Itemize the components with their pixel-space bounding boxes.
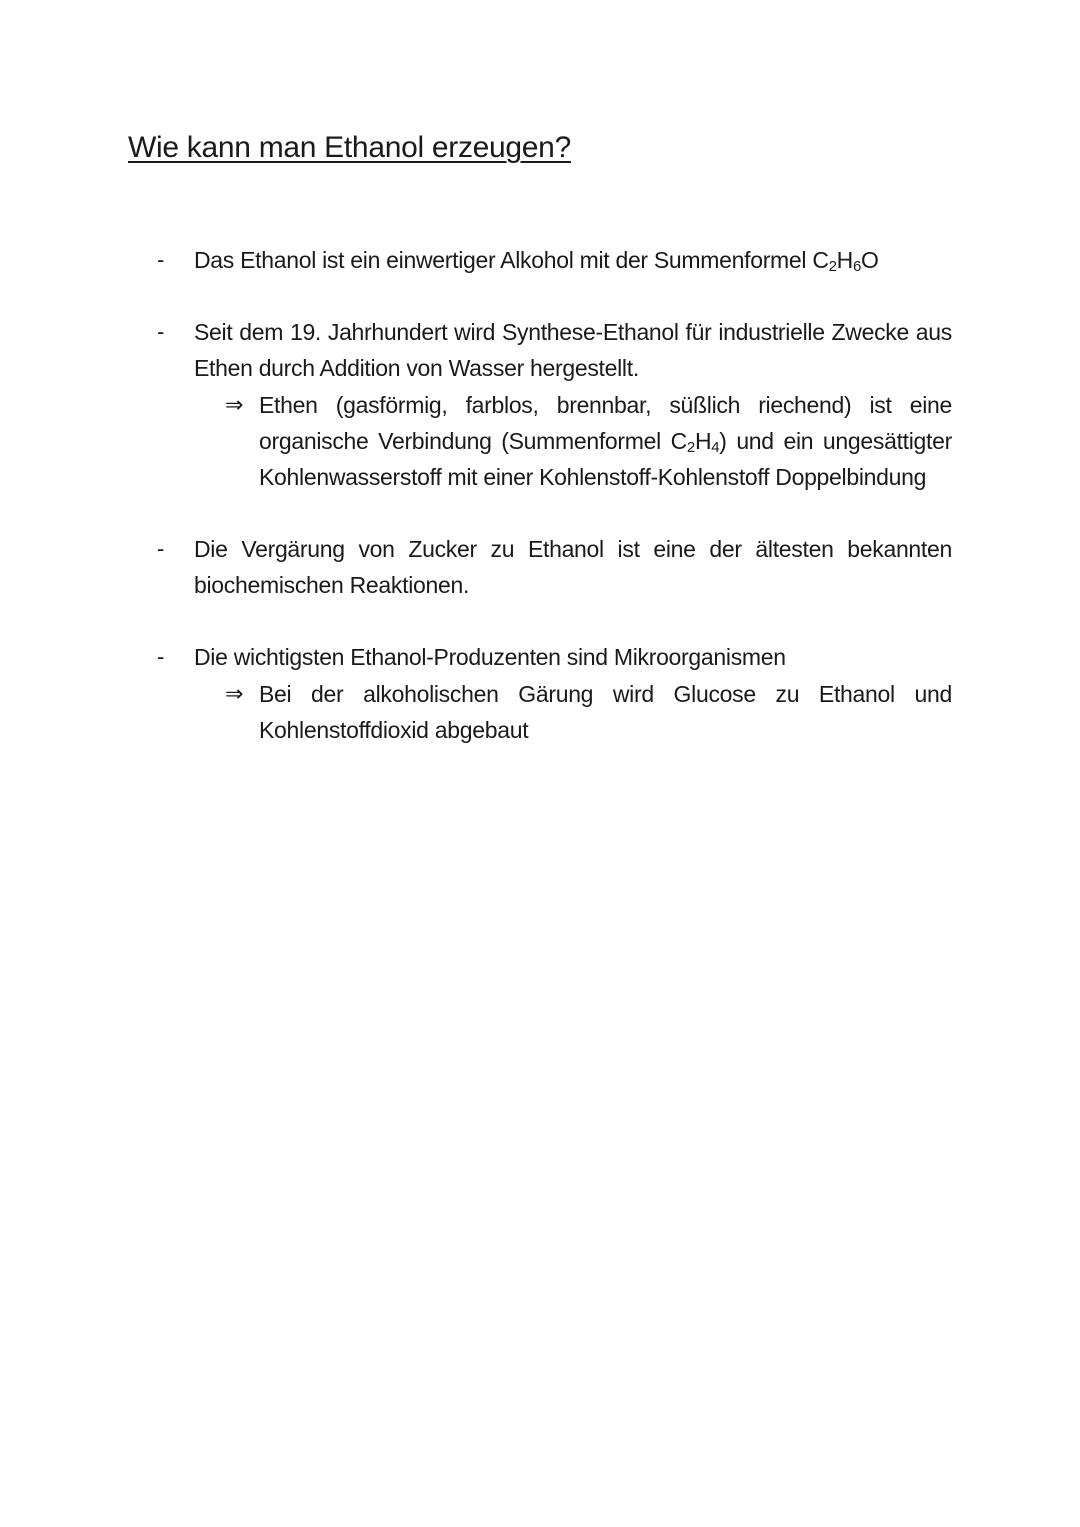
bullet-marker: - xyxy=(157,644,165,669)
bullet-marker: - xyxy=(157,319,165,344)
bullet-text-3: Die Vergärung von Zucker zu Ethanol ist eine der ältesten bekannten biochemischen Reaktionen. xyxy=(194,536,952,598)
bullet-text-4: Die wichtigsten Ethanol-Produzenten sind Mikroorganismen xyxy=(194,644,786,670)
bullet-marker: - xyxy=(157,536,165,561)
molecular-formula-ethanol: $C_2H_6O$ xyxy=(812,247,879,275)
molecular-formula-ethen: $C_2H_4$ xyxy=(670,428,720,456)
double-arrow-icon: ⇒ xyxy=(225,681,244,706)
sub-item-gaerung xyxy=(225,676,952,748)
sub-text-ethen: Ethen (gasförmig, farblos, brennbar, süßlich riechend) ist eine organische Verbindung (Summenformel $C_2H_4$) und ein ungesättigter Kohlenwasserstoff mit einer Kohlenstoff-Kohlenstoff Doppelbindung xyxy=(259,392,952,490)
page-title: Wie kann man Ethanol erzeugen? xyxy=(128,131,571,164)
bullet-text-2: Seit dem 19. Jahrhundert wird Synthese-Ethanol für industrielle Zwecke aus Ethen durch Addition von Wasser hergestellt. xyxy=(194,319,952,381)
bullet-marker: - xyxy=(157,247,165,272)
sub-item-ethen xyxy=(225,387,952,495)
sub-text-gaerung: Bei der alkoholischen Gärung wird Glucose zu Ethanol und Kohlenstoffdioxid abgebaut xyxy=(259,681,952,743)
double-arrow-icon: ⇒ xyxy=(225,392,244,417)
bullet-text-1: Das Ethanol ist ein einwertiger Alkohol mit der Summenformel $C_2H_6O$ xyxy=(194,247,879,275)
